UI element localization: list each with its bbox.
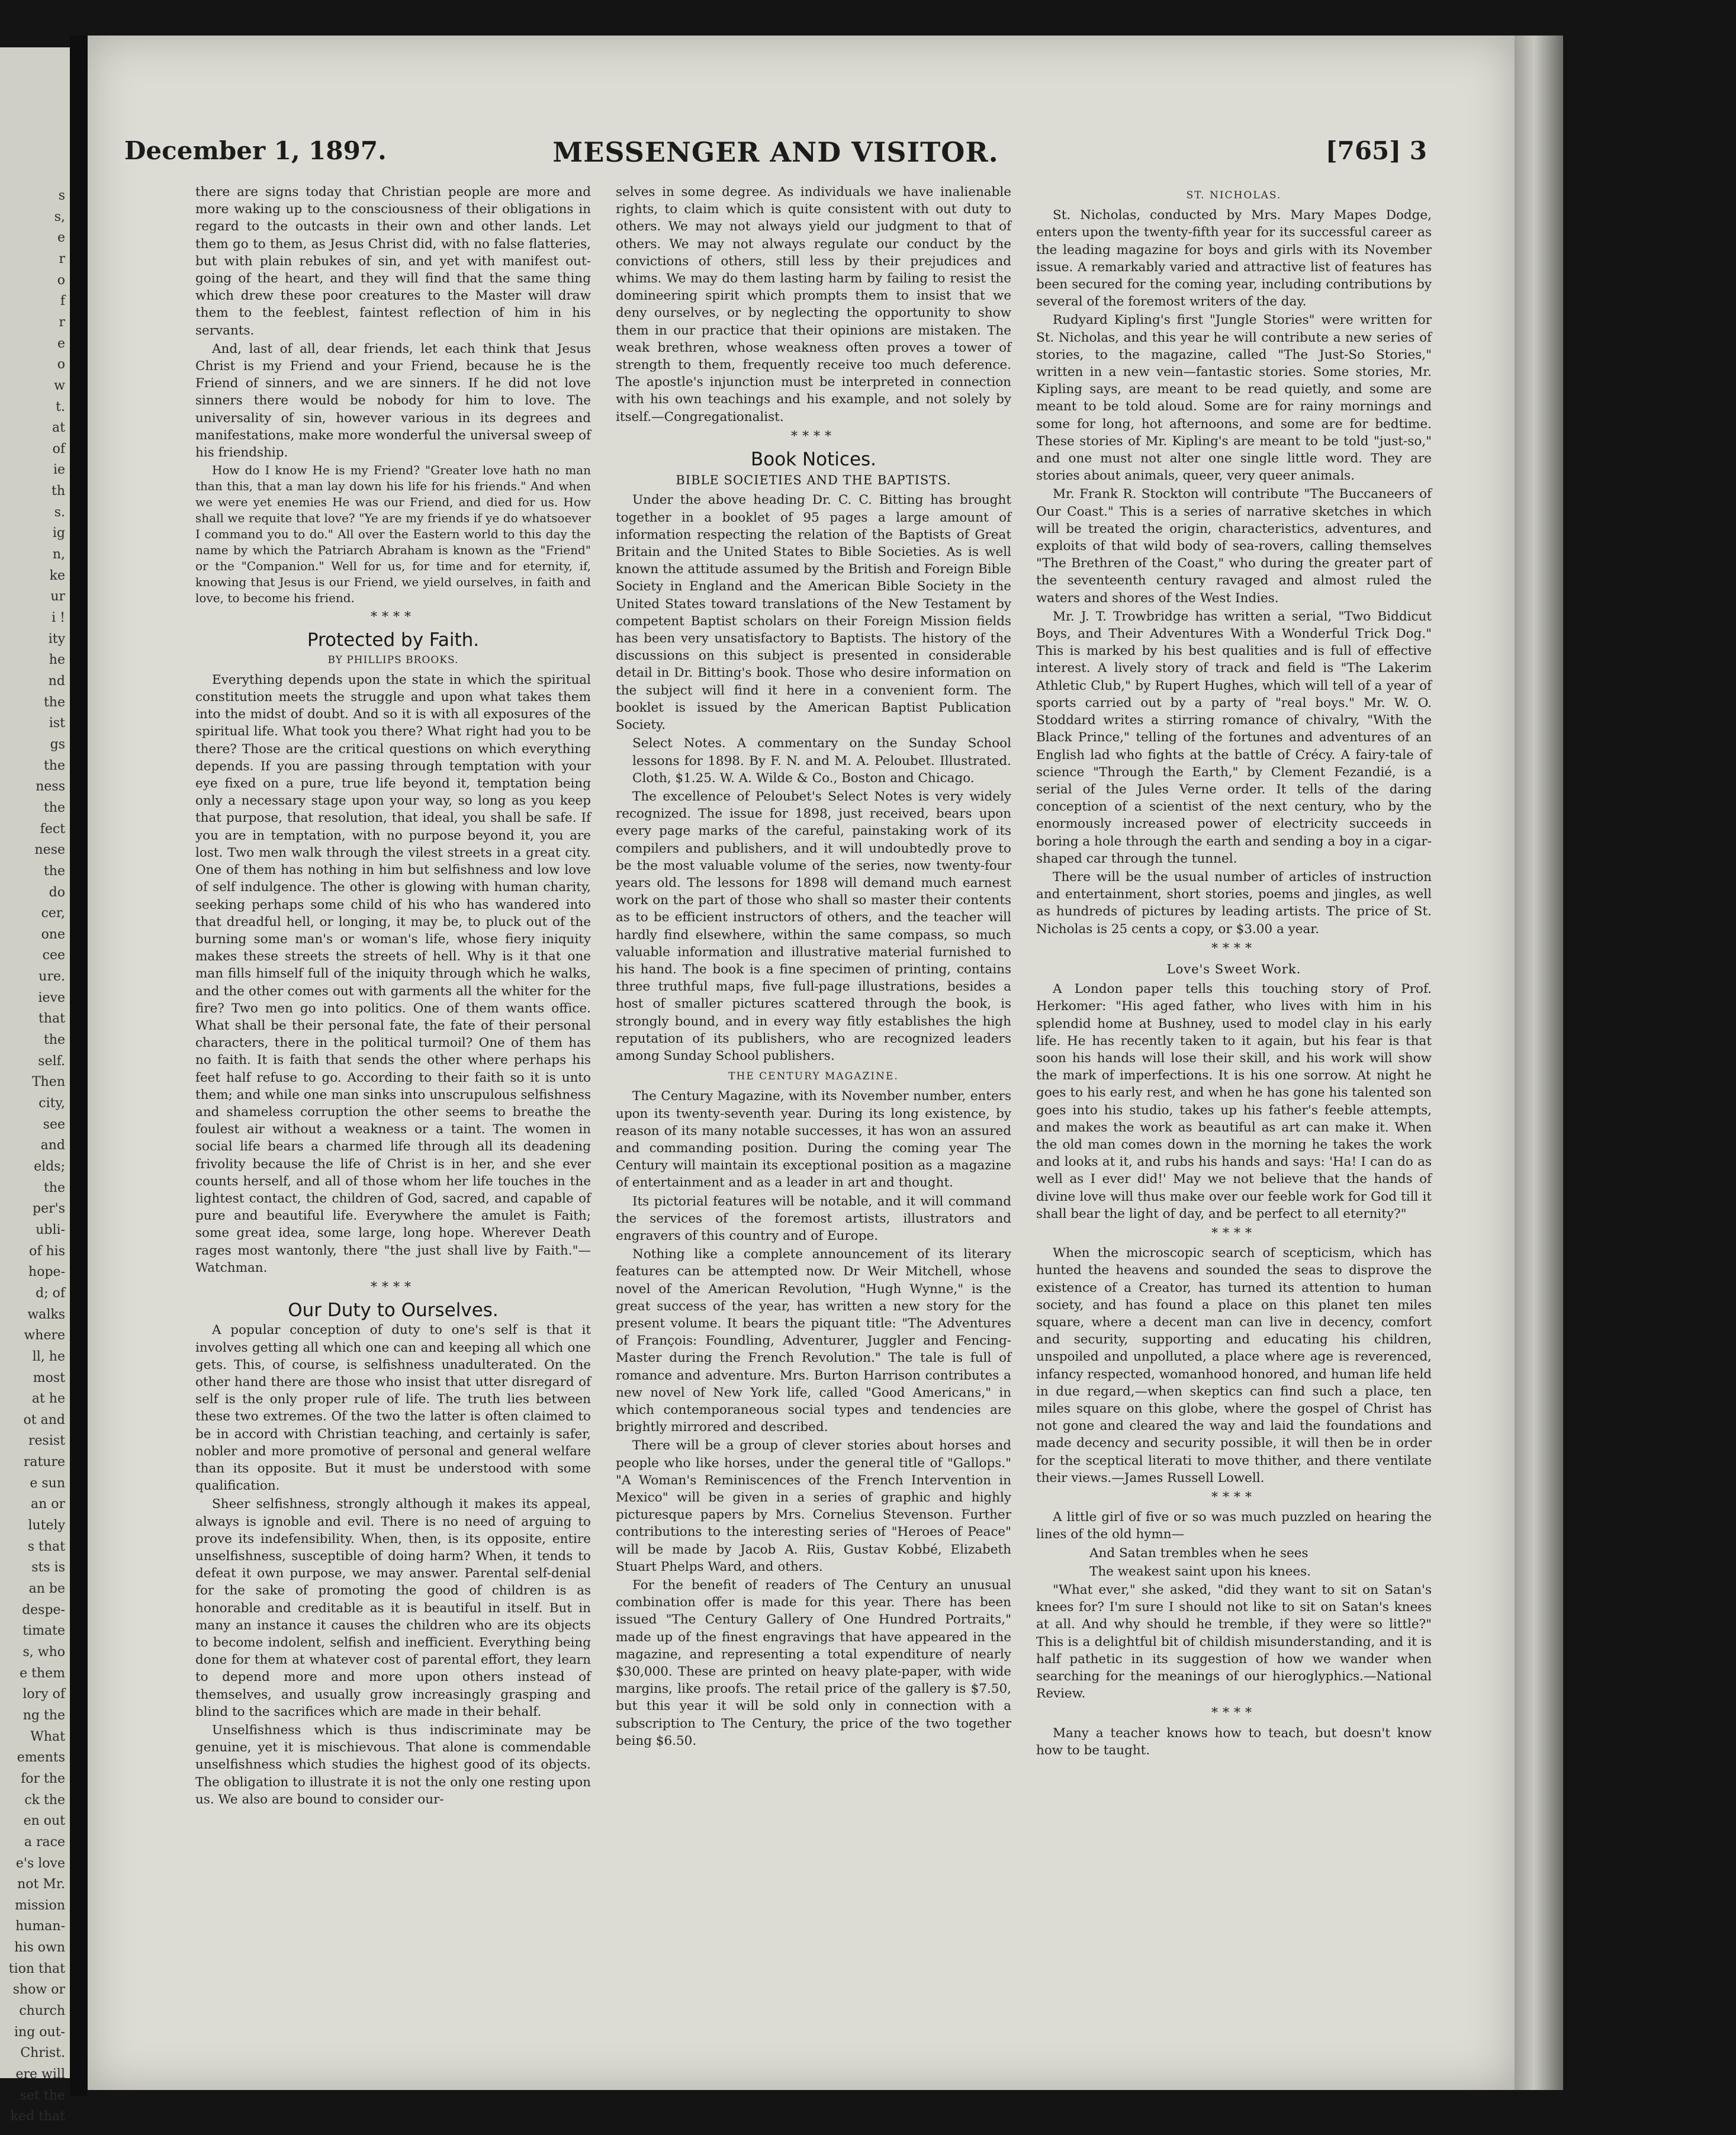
adjacent-text-fragment: elds; — [34, 1159, 65, 1174]
adjacent-text-fragment: city, — [38, 1096, 65, 1111]
adjacent-text-fragment: the — [43, 758, 65, 773]
adjacent-text-fragment: the — [43, 1180, 65, 1195]
adjacent-text-fragment: ere will — [15, 2067, 65, 2082]
adjacent-text-fragment: Then — [31, 1075, 65, 1090]
adjacent-text-fragment: resist — [28, 1433, 65, 1449]
adjacent-text-fragment: lutely — [28, 1518, 65, 1533]
article-subtitle: BIBLE SOCIETIES AND THE BAPTISTS. — [676, 473, 951, 488]
adjacent-text-fragment: of — [52, 441, 65, 456]
adjacent-text-fragment: where — [24, 1328, 65, 1343]
adjacent-text-fragment: the — [43, 694, 65, 710]
page-edge — [1515, 36, 1563, 2090]
adjacent-text-fragment: ements — [17, 1750, 65, 1766]
adjacent-text-fragment: n, — [52, 547, 65, 562]
adjacent-text-fragment: gs — [50, 737, 65, 752]
article-paragraph: For the benefit of readers of The Century an unusual combination offer is made for this year. There has been issued "The Century Gallery of One Hundred Portraits," made up of the finest engravings that have appeared in the magazine, and representing a total expenditure of nearly $30,000. These are printed on heavy plate-paper, with wide margins, like proofs. The retail price of the gallery is $7.50, but this year it will be sold only in connection with a subscription to The Century, the price of the two together being $6.50. — [616, 1578, 1011, 1748]
page-header — [124, 136, 1427, 172]
adjacent-text-fragment: r — [59, 314, 65, 330]
article-paragraph: Its pictorial features will be notable, and it will command the services of the foremost artists, illustrators and engravers of this country and of Europe. — [616, 1194, 1011, 1243]
adjacent-text-fragment: tion that — [8, 1961, 65, 1976]
adjacent-text-fragment: show or — [12, 1982, 65, 1998]
adjacent-text-fragment: o — [57, 357, 65, 372]
adjacent-text-fragment: e — [57, 230, 65, 246]
adjacent-text-fragment: f — [60, 294, 65, 309]
article-paragraph: The Century Magazine, with its November number, enters upon its twenty-seventh year. During its long existence, by reason of its many notable successes, it has won an assured and commanding position. During the coming year The Century will maintain its exceptional position as a magazine of entertainment and as a leader in art and thought. — [616, 1089, 1011, 1191]
column-2 — [616, 184, 1011, 1989]
adjacent-text-fragment: an or — [30, 1497, 65, 1512]
article-paragraph: Unselfishness which is thus indiscriminate may be genuine, yet it is mischievous. That alone is commendable unselfishness which studies the highest good of its objects. The obligation to illustrate it is not the only one resting upon us. We also are bound to consider our- — [195, 1723, 591, 1807]
article-paragraph: there are signs today that Christian people are more and more waking up to the consciousness of their obligations in regard to the outcasts in their own and other lands. Let them go to them, as Jesus Christ did, with no false flatteries, but with plain rebukes of sin, and yet with manifest out-going of the heart, and they will find that the same thing which drew these poor creatures to the Master will draw them to the feeblest, faintest reflection of him in his servants. — [195, 185, 591, 338]
adjacent-text-fragment: cee — [42, 948, 65, 963]
article-paragraph: Mr. Frank R. Stockton will contribute "The Buccaneers of Our Coast." This is a series of narrative sketches in which will be treated the origin, characteristics, adventures, and exploits of that wild body of sea-rovers, calling themselves "The Brethren of the Coast," who during the greater part of the seventeenth century ravaged and almost ruled the waters and shores of the West Indies. — [1036, 487, 1432, 606]
article-title: Protected by Faith. — [307, 629, 480, 651]
article-paragraph: Everything depends upon the state in which the spiritual constitution meets the struggle and upon what takes them into the midst of doubt. And so it is with all exposures of the spiritual life. What took you there? What right had you to be there? Those are the critical questions on which everything depends. If you are passing through temptation with your eye fixed on a pure, true life beyond it, temptation being only a necessary stage upon your way, so long as you keep that purpose, that resolution, that ideal, you shall be safe. If you are in temptation, with no purpose beyond it, you are lost. Two men walk through the vilest streets in a great city. One of them has nothing in him but selfishness and low love of self indulgence. The other is glowing with human charity, seeking perhaps some child of his who has wandered into that dreadful hell, or longing, it may be, to pluck out of the burning some man's or woman's life, whose fiery iniquity makes these streets the streets of hell. Why is it that one man fills himself full of the iniquity through which he walks, and the other comes out with garments all the whiter for the fire? Two men go into politics. One of them wants office. What shall be their personal fate, the fate of their personal characters, there in the political turmoil? One of them has no faith. It is faith that sends the other where perhaps his feet half refuse to go. According to their faith so it is unto them; and while one man sinks into unscrupulous selfishness and shameless corruption the other seems to breathe the foulest air without a weakness or a taint. The women in social life bears a charmed life through all its deadening frivolity because the life of Christ is in her, and she ever counts herself, and all of those whom her life touches in the lightest contact, the children of God, sacred, and capable of pure and beautiful life. Everywhere the amulet is Faith; some great idea, some large, long hope. Wherever Death rages most wantonly, there "the just shall live by Faith."—Watchman. — [195, 672, 591, 1275]
adjacent-text-fragment: his own — [14, 1940, 65, 1956]
adjacent-text-fragment: ng the — [22, 1708, 65, 1723]
adjacent-text-fragment: set the — [20, 2088, 65, 2103]
article-title: Our Duty to Ourselves. — [288, 1300, 499, 1321]
article-paragraph: A little girl of five or so was much puzzled on hearing the lines of the old hymn— — [1036, 1510, 1432, 1542]
article-paragraph: Under the above heading Dr. C. C. Bitting has brought together in a booklet of 95 pages a large amount of information respecting the relation of the Baptists of Great Britain and the United States to Bible Societies. As is well known the attitude assumed by the British and Foreign Bible Society in England and the American Bible Society in the United States toward translations of the New Testament by competent Baptist scholars on their Foreign Mission fields has been very unsatisfactory to Baptists. The history of the discussions on this subject is presented in considerable detail in Dr. Bitting's book. Those who desire information on the subject will find it here in a convenient form. The booklet is issued by the American Baptist Publication Society. — [616, 493, 1011, 733]
adjacent-text-fragment: ig — [52, 526, 65, 541]
adjacent-text-fragment: fect — [40, 821, 65, 837]
adjacent-text-fragment: self. — [38, 1053, 65, 1069]
adjacent-text-fragment: nd — [48, 674, 65, 689]
hymn-line: And Satan trembles when he sees — [1089, 1545, 1309, 1561]
adjacent-text-fragment: the — [43, 863, 65, 879]
adjacent-text-fragment: ieve — [38, 990, 65, 1005]
header-date: December 1, 1897. — [124, 136, 387, 165]
adjacent-text-fragment: th — [51, 484, 65, 499]
adjacent-text-fragment: i ! — [52, 610, 65, 626]
adjacent-text-fragment: at — [52, 420, 65, 436]
adjacent-text-fragment: ur — [50, 589, 65, 605]
adjacent-text-fragment: of his — [29, 1243, 65, 1259]
adjacent-text-fragment: the — [43, 800, 65, 815]
adjacent-text-fragment: hope- — [28, 1265, 65, 1280]
section-divider: **** — [1211, 1706, 1256, 1721]
adjacent-text-fragment: and — [40, 1138, 65, 1153]
article-subtitle: ST. NICHOLAS. — [1186, 189, 1282, 201]
article-paragraph: Rudyard Kipling's first "Jungle Stories" were written for St. Nicholas, and this year he will contribute a new series of stories, to the magazine, called "The Just-So Stories," written in a new vein—fantastic stories. Some stories, Mr. Kipling says, are meant to be read quietly, and some are meant to be told aloud. Some are for rainy mornings and some for long, hot afternoons, and some are for bedtime. These stories of Mr. Kipling's are meant to be told "just-so," and one must not alter one single little word. They are stories about animals, queer, very queer animals. — [1036, 313, 1432, 484]
adjacent-text-fragment: not Mr. — [17, 1877, 65, 1892]
page-number: [765] 3 — [1325, 136, 1427, 165]
article-paragraph: How do I know He is my Friend? "Greater love hath no man than this, that a man lay down his life for his friends." And when we were yet enemies He was our Friend, and died for us. How shall we requite that love? "Ye are my friends if ye do whatsoever I command you to do." All over the Eastern world to this day the name by which the Patriarch Abraham is known as the "Friend" or the "Companion." Well for us, for time and for eternity, if, knowing that Jesus is our Friend, we yield ourselves, in faith and love, to become his friend. — [195, 463, 591, 606]
column-3 — [1036, 184, 1432, 1989]
article-byline: BY PHILLIPS BROOKS. — [327, 654, 459, 666]
adjacent-text-fragment: ing out- — [14, 2024, 65, 2040]
article-paragraph: A London paper tells this touching story of Prof. Herkomer: "His aged father, who lives with him in his splendid home at Bushney, used to model clay in his early life. He has recently taken to it again, but his fear is that soon his hands will lose their skill, and his work will show the mark of imperfections. It is his one sorrow. At night he goes to his early rest, and when he has gone his talented son goes into his studio, takes up his father's feeble attempts, and makes the work as beautiful as art can make it. When the old man comes down in the morning he takes the work and looks at it, and rubs his hands and says: 'Ha! I can do as well as I ever did!' May we not believe that the hands of divine love will thus make over our feeble work for God till it shall bear the light of day, and be perfect to all eternity?" — [1036, 982, 1432, 1221]
adjacent-text-fragment: cer, — [41, 906, 65, 921]
adjacent-text-fragment: s that — [27, 1539, 65, 1554]
adjacent-text-fragment: s, who — [22, 1645, 65, 1660]
adjacent-text-fragment: ubli- — [36, 1222, 65, 1237]
adjacent-text-fragment: ure. — [38, 969, 65, 985]
section-divider: **** — [1211, 1490, 1256, 1506]
article-paragraph: selves in some degree. As individuals we have inalienable rights, to claim which is quite consistent with out duty to others. We may not always yield our judgment to that of others. We may not always regulate our conduct by the convictions of others, still less by their prejudices and whims. We may do them lasting harm by failing to resist the domineering spirit which prompts them to insist that we deny ourselves, or by neglecting the opportunity to show them in our practice that their opinions are mistaken. The weak brethren, whose weakness often proves a tower of strength to them, frequently receive too much deference. The apostle's injunction must be interpreted in connection with his own teachings and his example, and not solely by itself.—Congregationalist. — [616, 185, 1011, 425]
adjacent-text-fragment: most — [33, 1370, 65, 1385]
article-paragraph: Many a teacher knows how to teach, but doesn't know how to be taught. — [1036, 1725, 1432, 1758]
adjacent-text-fragment: e — [57, 336, 65, 351]
adjacent-text-fragment: e's love — [15, 1856, 65, 1871]
adjacent-text-fragment: What — [30, 1729, 65, 1744]
column-1 — [195, 184, 591, 1989]
adjacent-text-fragment: nese — [34, 843, 65, 858]
section-divider: **** — [1211, 1226, 1256, 1241]
adjacent-text-fragment: s. — [54, 504, 65, 520]
adjacent-text-fragment: see — [43, 1117, 65, 1132]
adjacent-text-fragment: church — [19, 2004, 65, 2019]
section-divider: **** — [1211, 941, 1256, 956]
adjacent-text-fragment: d; of — [36, 1285, 65, 1301]
adjacent-text-fragment: s — [58, 188, 65, 203]
article-paragraph: The excellence of Peloubet's Select Notes is very widely recognized. The issue for 1898, just received, bears upon every page marks of the careful, painstaking work of its compilers and publishers, and it will undoubtedly prove to be the most valuable volume of the series, now twenty-four years old. The lessons for 1898 will demand much earnest work on the part of those who shall so master their contents as to be efficient instructors of others, and the teacher will hardly find elsewhere, within the same compass, so much valuable information and illustrative material furnished to his hand. The book is a fine specimen of printing, contains three truthful maps, five full-page illustrations, besides a host of smaller pictures scattered through the book, is strongly bound, and in every way fitly establishes the high reputation of its publishers, who are recognized leaders among Sunday School publishers. — [616, 789, 1011, 1063]
adjacent-text-fragment: Christ. — [20, 2046, 65, 2061]
adjacent-text-fragment: timate — [22, 1623, 65, 1639]
article-paragraph: Mr. J. T. Trowbridge has written a serial, "Two Biddicut Boys, and Their Adventures With a Wonderful Trick Dog." This is marked by his best qualities and is full of effective interest. A lively story of track and field is "The Lakerim Athletic Club," by Rupert Hughes, which will tell of a year of sports carried out by a party of "real boys." Mr. W. O. Stoddard writes a stirring romance of chivalry, "With the Black Prince," telling of the fortunes and adventures of an English lad who fights at the battle of Crécy. A fairy-tale of science "Through the Earth," by Clement Fezandié, is a serial of the Jules Verne order. It tells of the daring conception of a scientist of the next century, who by the enormously increased power of electricity succeeds in boring a hole through the earth and sending a boy in a cigar-shaped car through the tunnel. — [1036, 609, 1432, 866]
adjacent-text-fragment: do — [49, 885, 65, 900]
adjacent-text-fragment: at he — [31, 1391, 65, 1407]
adjacent-text-fragment: an be — [28, 1581, 65, 1597]
adjacent-text-fragment: ll, he — [32, 1349, 65, 1364]
adjacent-text-fragment: despe- — [22, 1602, 65, 1618]
adjacent-text-fragment: ck the — [24, 1792, 65, 1808]
section-divider: **** — [791, 429, 836, 444]
adjacent-text-fragment: ot and — [23, 1412, 65, 1427]
adjacent-text-fragment: r — [59, 251, 65, 266]
adjacent-text-fragment: e sun — [30, 1475, 65, 1491]
adjacent-text-fragment: lory of — [22, 1687, 65, 1702]
adjacent-text-fragment: ist — [49, 716, 65, 731]
article-paragraph: St. Nicholas, conducted by Mrs. Mary Mapes Dodge, enters upon the twenty-fifth year for its successful career as the leading magazine for boys and girls with its November issue. A remarkably varied and attractive list of features has been secured for the coming year, including contributions by several of the foremost writers of the day. — [1036, 208, 1432, 310]
article-paragraph: When the microscopic search of scepticism, which has hunted the heavens and sounded the seas to disprove the existence of a Creator, has turned its attention to human society, and has found a place on this planet ten miles square, where a decent man can live in decency, comfort and security, supporting and educating his children, unspoiled and unpolluted, a place where age is reverenced, infancy respected, womanhood honored, and human life held in due regard,—when skeptics can find such a place, ten miles square on this globe, where the gospel of Christ has not gone and cleared the way and laid the foundations and made decency and security possible, it will then be in order for the sceptical literati to move thither, and there ventilate their views.—James Russell Lowell. — [1036, 1246, 1432, 1486]
adjacent-text-fragment: ity — [48, 631, 65, 647]
hymn-line: The weakest saint upon his knees. — [1089, 1564, 1311, 1579]
adjacent-text-fragment: walks — [27, 1307, 65, 1322]
adjacent-text-fragment: that — [38, 1011, 65, 1027]
section-title: Book Notices. — [750, 449, 877, 471]
article-paragraph: There will be the usual number of articles of instruction and entertainment, short stories, poems and jingles, as well as hundreds of pictures by leading artists. The price of St. Nicholas is 25 cents a copy, or $3.00 a year. — [1036, 869, 1432, 937]
article-paragraph: There will be a group of clever stories about horses and people who like horses, under the general title of "Gallops." "A Woman's Reminiscences of the French Intervention in Mexico" will be given in a series of graphic and highly picturesque papers by Mrs. Cornelius Stevenson. Further contributions to the interesting series of "Heroes of Peace" will be made by Jacob A. Riis, Gustav Kobbé, Elizabeth Stuart Phelps Ward, and others. — [616, 1438, 1011, 1574]
adjacent-text-fragment: w — [54, 378, 65, 393]
adjacent-text-fragment: ke — [49, 568, 65, 583]
section-divider: **** — [371, 1279, 416, 1295]
article-paragraph: And, last of all, dear friends, let each think that Jesus Christ is my Friend and your Friend, because he is the Friend of sinners, and we are sinners. If he did not love sinners there would be nobody for him to love. The universality of sin, however various in its degrees and manifestations, make more wonderful the universal sweep of his friendship. — [195, 341, 591, 461]
adjacent-text-fragment: o — [57, 272, 65, 288]
adjacent-text-fragment: for the — [21, 1771, 65, 1786]
adjacent-text-fragment: e them — [20, 1665, 65, 1681]
adjacent-text-fragment: rature — [23, 1455, 65, 1470]
adjacent-text-fragment: ked that — [10, 2109, 65, 2124]
article-paragraph: Sheer selfishness, strongly although it makes its appeal, always is ignoble and evil. There is no need of arguing to prove its indefensibility. When, then, is its opposite, entire unselfishness, susceptible of doing harm? When, it tends to defeat it own purpose, we may answer. Parental self-denial for the sake of promoting the good of children is as honorable and creditable as it is beautiful in itself. But in many an instance it causes the children who are its objects to become indolent, selfish and inefficient. Everything being done for them at whatever cost of parental effort, they learn to depend more and more upon others instead of themselves, and usually grow increasingly grasping and blind to the sacrifices which are made in their behalf. — [195, 1497, 591, 1719]
adjacent-text-fragment: t. — [56, 399, 65, 414]
adjacent-text-fragment: a race — [24, 1834, 65, 1850]
article-paragraph: "What ever," she asked, "did they want to sit on Satan's knees for? I'm sure I should not like to sit on Satan's knees at all. And why should he tremble, if they were so little?" This is a delightful bit of childish misunderstanding, and it is half pathetic in its suggestion of how we wander when searching for the meanings of our hieroglyphics.—National Review. — [1036, 1583, 1432, 1702]
article-paragraph: Nothing like a complete announcement of its literary features can be attempted now. Dr Weir Mitchell, whose novel of the American Revolution, "Hugh Wynne," is the great success of the year, has written a new story for the present volume. It bears the piquant title: "The Adventures of François: Foundling, Adventurer, Juggler and Fencing-Master during the French Revolution." The tale is full of romance and adventure. Mrs. Burton Harrison contributes a new novel of New York life, called "Good Americans," in which contemporaneous social types and tendencies are brightly mirrored and described. — [616, 1247, 1011, 1435]
adjacent-page-strip — [0, 47, 70, 2124]
adjacent-text-fragment: he — [49, 652, 65, 668]
article-title: Love's Sweet Work. — [1166, 962, 1301, 976]
adjacent-text-fragment: en out — [23, 1814, 65, 1829]
binding-gutter — [70, 36, 88, 2096]
adjacent-text-fragment: per's — [33, 1201, 65, 1217]
adjacent-text-fragment: the — [43, 1033, 65, 1048]
adjacent-text-fragment: ness — [36, 779, 65, 795]
masthead-title: MESSENGER AND VISITOR. — [552, 136, 999, 168]
adjacent-text-fragment: mission — [15, 1898, 65, 1913]
article-paragraph: A popular conception of duty to one's self is that it involves getting all which one can and keeping all which one gets. This, of course, is selfishness unadulterated. On the other hand there are those who insist that utter disregard of self is the only proper rule of life. The truth lies between these two extremes. Of the two the latter is often claimed to be in accord with Christian teaching, and certainly is safer, nobler and more promotive of personal and general welfare than its opposite. But it must be understood with some qualification. — [195, 1323, 591, 1494]
section-divider: **** — [371, 610, 416, 625]
adjacent-text-fragment: s, — [54, 209, 65, 224]
adjacent-text-fragment: human- — [15, 1919, 65, 1934]
article-subtitle: THE CENTURY MAGAZINE. — [728, 1070, 899, 1083]
book-listing: Select Notes. A commentary on the Sunday School lessons for 1898. By F. N. and M. A. Peloubet. Illustrated. Cloth, $1.25. W. A. Wilde & Co., Boston and Chicago. — [632, 736, 1011, 786]
adjacent-text-fragment: sts is — [31, 1560, 65, 1575]
adjacent-text-fragment: one — [41, 927, 65, 942]
adjacent-text-fragment: ie — [53, 462, 65, 478]
